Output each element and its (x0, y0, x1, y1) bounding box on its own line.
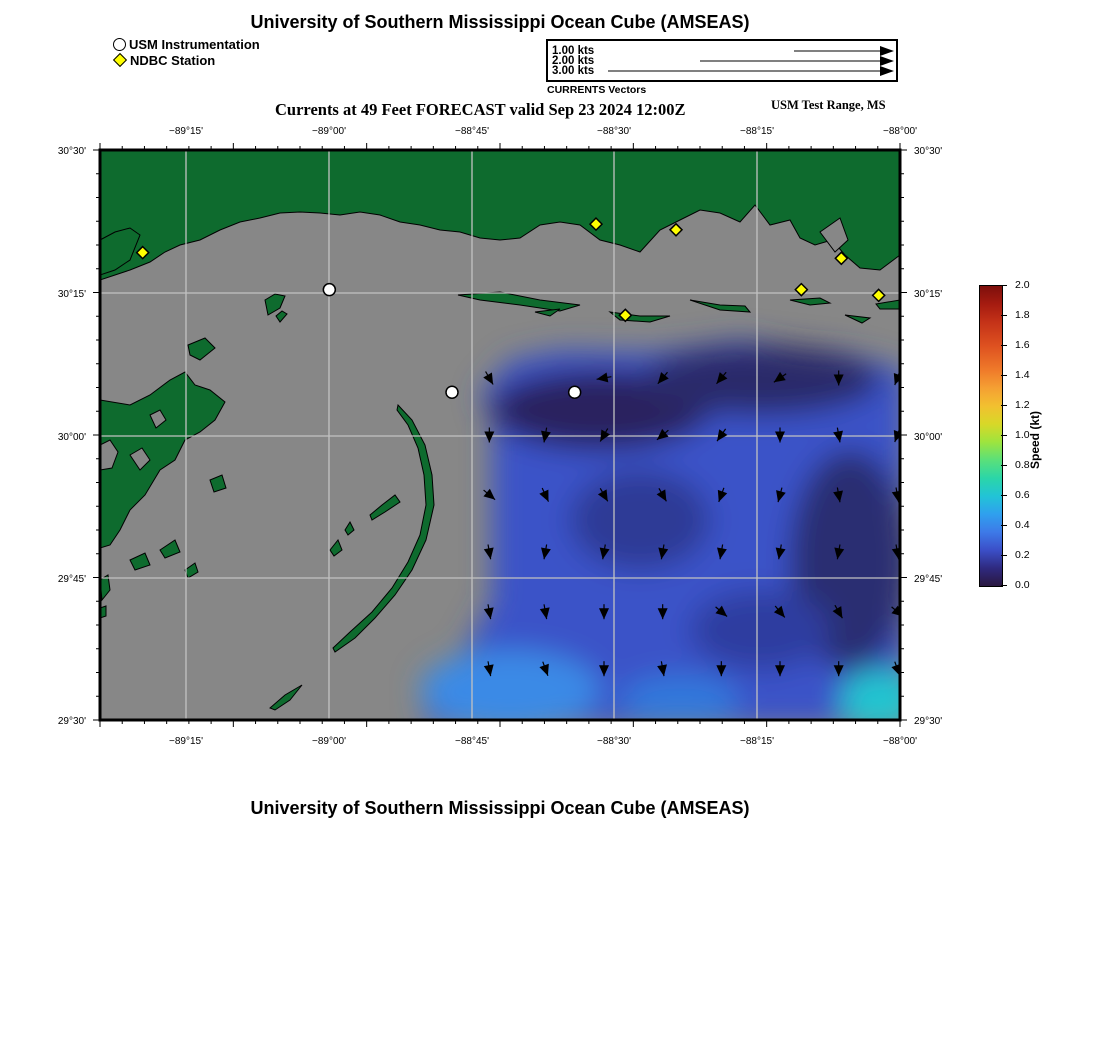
y-tick-label: 30°30' (914, 146, 943, 157)
legend-ndbc-label: NDBC Station (130, 53, 216, 68)
map-subtitle: Currents at 49 Feet FORECAST valid Sep 23 2024 12:00Z (275, 100, 686, 119)
colorbar-tick (1001, 405, 1007, 406)
y-tick-label: 29°45' (914, 574, 943, 585)
range-label: USM Test Range, MS (771, 98, 886, 112)
x-tick-label: −88°15' (740, 126, 774, 137)
colorbar-label: 1.8 (1015, 309, 1030, 321)
colorbar-label: 1.4 (1015, 369, 1030, 381)
vector-scale-label: 3.00 kts (552, 65, 595, 77)
x-tick-label: −89°15' (169, 736, 203, 747)
x-tick-label: −89°15' (169, 126, 203, 137)
x-tick-label: −88°45' (455, 736, 489, 747)
colorbar-tick (1001, 315, 1007, 316)
y-tick-label: 30°15' (57, 289, 86, 300)
usm-instrument-marker[interactable] (569, 386, 581, 398)
x-tick-label: −88°00' (883, 126, 917, 137)
y-tick-label: 29°30' (914, 716, 943, 727)
colorbar-title: Speed (kt) (1028, 410, 1042, 469)
usm-instrument-marker[interactable] (323, 284, 335, 296)
y-tick-label: 29°45' (57, 574, 86, 585)
y-tick-label: 30°00' (914, 432, 943, 443)
colorbar-tick (1001, 285, 1007, 286)
colorbar-tick (1001, 375, 1007, 376)
colorbar-tick (1001, 585, 1007, 586)
speed-colorbar (979, 285, 1003, 587)
colorbar-tick (1001, 435, 1007, 436)
colorbar-label: 1.6 (1015, 339, 1030, 351)
colorbar-label: 1.0 (1015, 429, 1030, 441)
vector-scale-label: 2.00 kts (552, 55, 595, 67)
y-axis-right (914, 146, 942, 727)
colorbar-tick (1001, 495, 1007, 496)
vector-scale-label: 1.00 kts (552, 45, 595, 57)
colorbar-label: 0.2 (1015, 549, 1030, 561)
colorbar-label: 0.4 (1015, 519, 1030, 531)
x-tick-label: −88°15' (740, 736, 774, 747)
colorbar-label: 2.0 (1015, 279, 1030, 291)
colorbar-label: 1.2 (1015, 399, 1030, 411)
y-tick-label: 30°15' (914, 289, 943, 300)
map-title-bottom: University of Southern Mississippi Ocean Cube (AMSEAS) (250, 798, 750, 818)
x-axis-top (169, 126, 917, 137)
colorbar-tick (1001, 345, 1007, 346)
colorbar-label: 0.0 (1015, 579, 1030, 591)
y-axis-left (58, 146, 86, 727)
map-title: University of Southern Mississippi Ocean Cube (AMSEAS) (250, 12, 750, 32)
map-area (100, 150, 920, 730)
usm-instrument-marker[interactable] (446, 386, 458, 398)
x-tick-label: −88°30' (597, 126, 631, 137)
x-tick-label: −89°00' (312, 736, 346, 747)
x-tick-label: −89°00' (312, 126, 346, 137)
colorbar-tick (1001, 525, 1007, 526)
colorbar-label: 0.6 (1015, 489, 1030, 501)
y-tick-label: 30°00' (57, 432, 86, 443)
x-tick-label: −88°45' (455, 126, 489, 137)
y-tick-label: 30°30' (57, 146, 86, 157)
colorbar-tick (1001, 465, 1007, 466)
y-tick-label: 29°30' (57, 716, 86, 727)
current-speed-field (420, 340, 920, 730)
vector-legend-caption: CURRENTS Vectors (547, 84, 647, 96)
legend-usm-label: USM Instrumentation (129, 37, 260, 52)
colorbar-label: 0.8 (1015, 459, 1030, 471)
x-tick-label: −88°30' (597, 736, 631, 747)
colorbar-tick (1001, 555, 1007, 556)
x-axis-bottom (169, 736, 917, 747)
x-tick-label: −88°00' (883, 736, 917, 747)
